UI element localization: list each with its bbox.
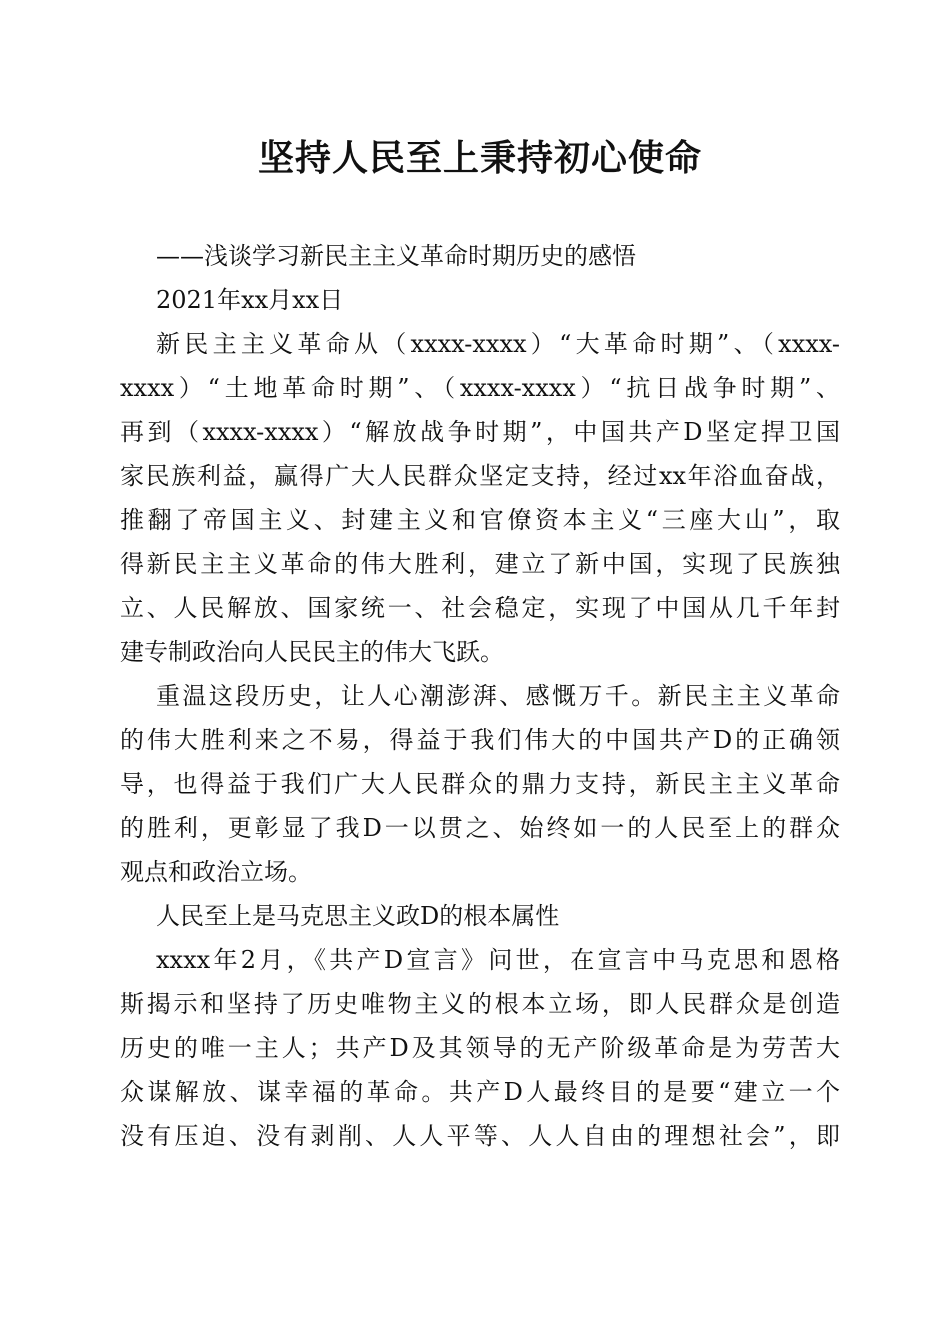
paragraph-line: 再到（xxxx-xxxx）“解放战争时期”，中国共产D坚定捍卫国 bbox=[120, 418, 840, 446]
paragraph-line: 家民族利益，赢得广大人民群众坚定支持，经过xx年浴血奋战， bbox=[120, 462, 840, 490]
section-heading-text: 人民至上是马克思主义政D的根本属性 bbox=[156, 902, 560, 930]
paragraph-line: 众谋解放、谋幸福的革命。共产D人最终目的是要“建立一个 bbox=[120, 1078, 840, 1106]
paragraph-line: xxxx）“土地革命时期”、（xxxx-xxxx）“抗日战争时期”、 bbox=[120, 374, 840, 402]
document-subtitle: ——浅谈学习新民主主义革命时期历史的感悟 bbox=[156, 242, 636, 270]
document-title: 坚持人民至上秉持初心使命 bbox=[257, 137, 702, 179]
document-page bbox=[120, 130, 840, 1158]
paragraph-line: 推翻了帝国主义、封建主义和官僚资本主义“三座大山”，取 bbox=[120, 506, 840, 534]
paragraph-line: 没有压迫、没有剥削、人人平等、人人自由的理想社会”，即 bbox=[120, 1122, 840, 1150]
paragraph-line: 立、人民解放、国家统一、社会稳定，实现了中国从几千年封 bbox=[120, 594, 840, 622]
paragraph-line: 导，也得益于我们广大人民群众的鼎力支持，新民主主义革命 bbox=[120, 770, 840, 798]
paragraph-line: xxxx年2月，《共产D宣言》问世，在宣言中马克思和恩格 bbox=[156, 946, 840, 974]
paragraph-4 bbox=[120, 938, 840, 1158]
paragraph-line: 的胜利，更彰显了我D一以贯之、始终如一的人民至上的群众 bbox=[120, 814, 840, 842]
paragraph-line: 的伟大胜利来之不易，得益于我们伟大的中国共产D的正确领 bbox=[120, 726, 840, 754]
paragraph-line: 斯揭示和坚持了历史唯物主义的根本立场，即人民群众是创造 bbox=[120, 990, 840, 1018]
section-heading bbox=[120, 894, 840, 938]
paragraph-line: 建专制政治向人民民主的伟大飞跃。 bbox=[120, 638, 504, 666]
paragraph-line: 观点和政治立场。 bbox=[120, 858, 312, 886]
paragraph-line: 历史的唯一主人；共产D及其领导的无产阶级革命是为劳苦大 bbox=[120, 1034, 840, 1062]
paragraph-2 bbox=[120, 674, 840, 894]
paragraph-line: 重温这段历史，让人心潮澎湃、感慨万千。新民主主义革命 bbox=[156, 682, 840, 710]
paragraph-1 bbox=[120, 322, 840, 674]
paragraph-line: 新民主主义革命从（xxxx-xxxx）“大革命时期”、（xxxx- bbox=[156, 330, 840, 358]
document-date: 2021年xx月xx日 bbox=[156, 286, 344, 314]
paragraph-line: 得新民主主义革命的伟大胜利，建立了新中国，实现了民族独 bbox=[120, 550, 840, 578]
